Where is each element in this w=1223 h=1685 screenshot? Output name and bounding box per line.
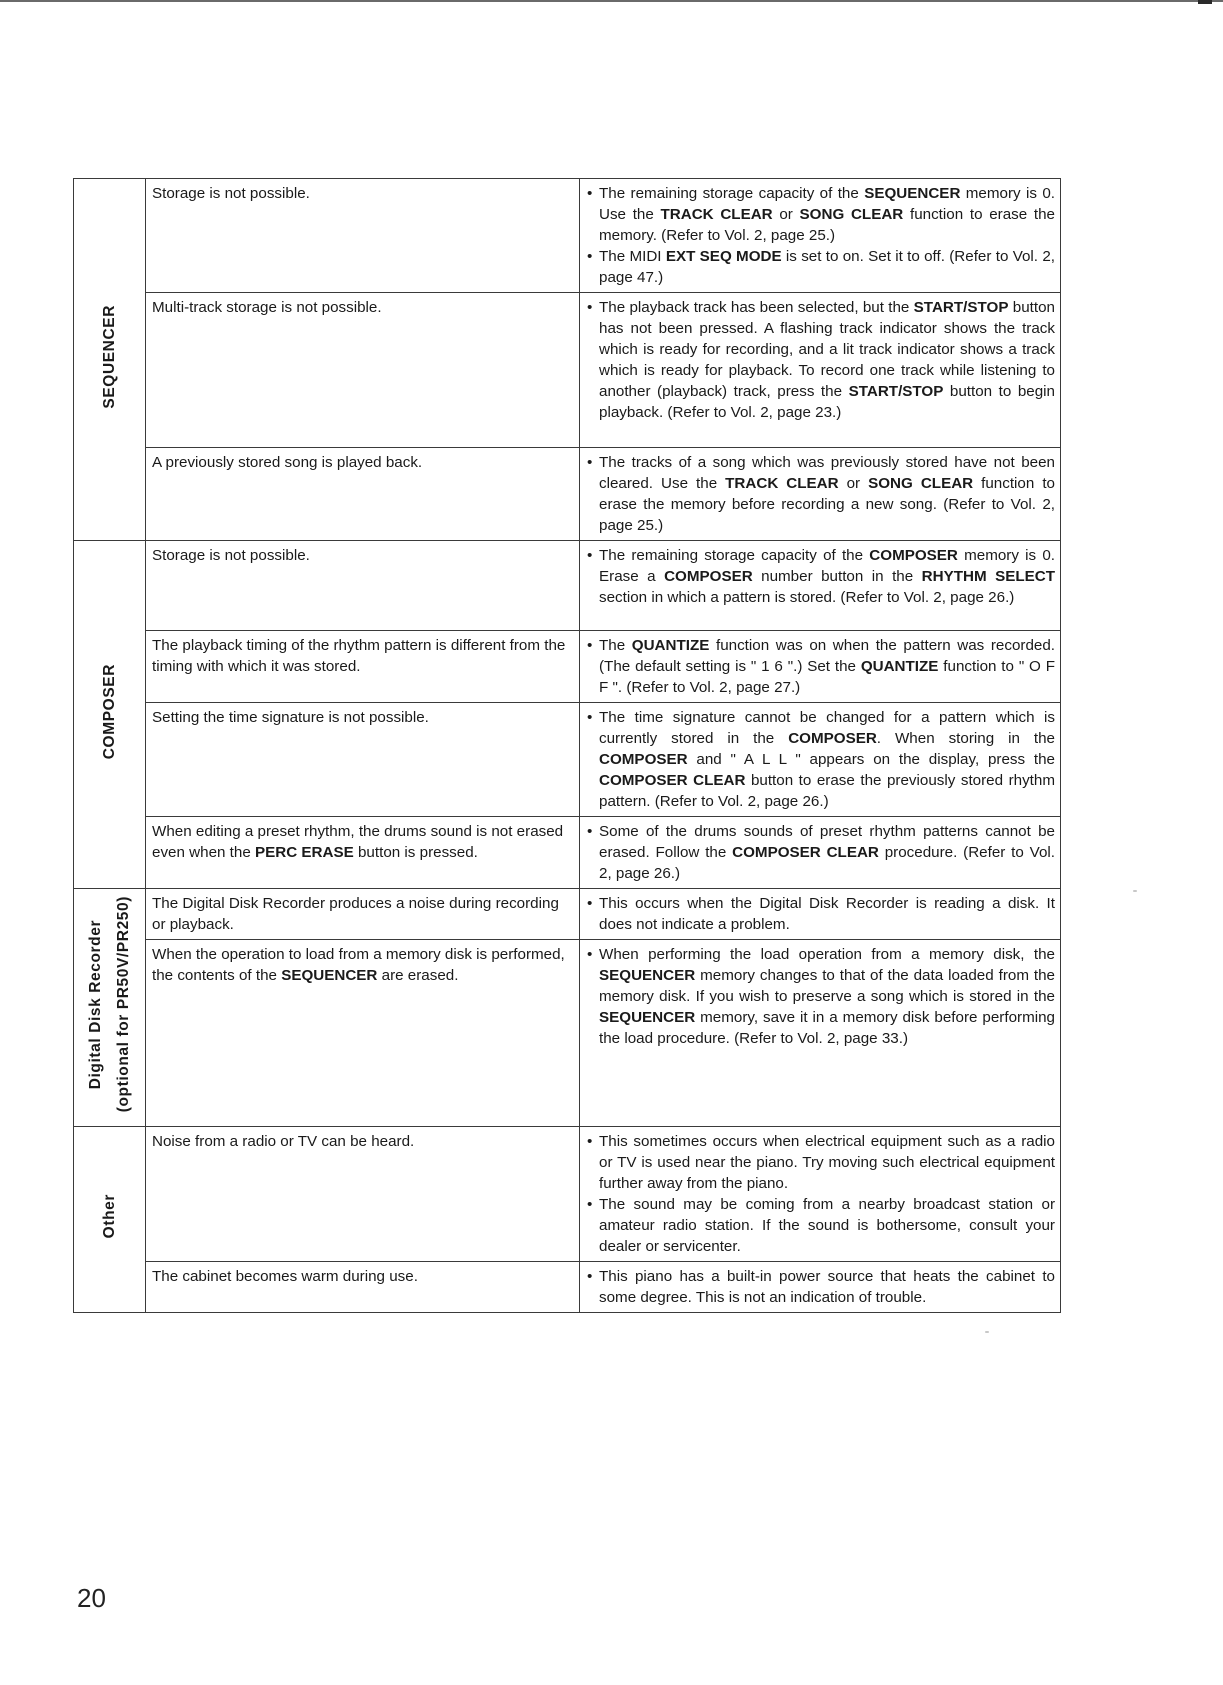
- keyword-term: START/STOP: [913, 299, 1009, 316]
- keyword-term: QUANTIZE: [631, 637, 710, 654]
- remedy-item: • The playback track has been selected, but the START/STOP button has not been pressed. A flashing track indicator shows the track which is ready for recording, and a lit track indicator shows a track which is ready for playback. To record one track while listening to another (playback) track, press the START/STOP button to begin playback. (Refer to Vol. 2, page 23.): [586, 297, 1055, 423]
- keyword-term: QUANTIZE: [860, 658, 939, 675]
- remedy-item: • This sometimes occurs when electrical equipment such as a radio or TV is used near the piano. Try moving such electrical equipment further away from the piano.: [586, 1131, 1055, 1194]
- keyword-term: SEQUENCER: [281, 967, 378, 984]
- table-row: [74, 703, 1061, 817]
- category-label: Other: [100, 1194, 118, 1239]
- remedy-cell: [580, 1262, 1061, 1313]
- category-label-sub: (optional for PR50V/PR250): [114, 896, 132, 1113]
- scan-speck: [1133, 890, 1137, 892]
- table-row: [74, 179, 1061, 293]
- keyword-term: COMPOSER: [599, 751, 688, 768]
- remedy-item: • The sound may be coming from a nearby broadcast station or amateur radio station. If the sound is bothersome, consult your dealer or servicenter.: [586, 1194, 1055, 1257]
- keyword-term: COMPOSER CLEAR: [732, 844, 879, 861]
- problem-cell: The Digital Disk Recorder produces a noise during recording or playback.: [146, 889, 580, 940]
- keyword-term: SEQUENCER: [599, 967, 696, 984]
- keyword-term: EXT SEQ MODE: [665, 248, 782, 265]
- remedy-item: • The MIDI EXT SEQ MODE is set to on. Set it to off. (Refer to Vol. 2, page 47.): [586, 246, 1055, 288]
- category-cell-composer: [74, 541, 146, 889]
- remedy-cell: [580, 889, 1061, 940]
- table-row: [74, 889, 1061, 940]
- remedy-list: [586, 635, 1055, 698]
- remedy-item: • The remaining storage capacity of the SEQUENCER memory is 0. Use the TRACK CLEAR or SONG CLEAR function to erase the memory. (Refer to Vol. 2, page 25.): [586, 183, 1055, 246]
- table-row: [74, 293, 1061, 448]
- table-row: [74, 631, 1061, 703]
- remedy-cell: [580, 817, 1061, 889]
- remedy-list: [586, 1131, 1055, 1257]
- remedy-list: [586, 452, 1055, 536]
- keyword-term: PERC ERASE: [255, 844, 354, 861]
- remedy-cell: [580, 703, 1061, 817]
- remedy-cell: [580, 448, 1061, 541]
- remedy-list: [586, 707, 1055, 812]
- keyword-term: TRACK CLEAR: [660, 206, 773, 223]
- table-row: [74, 1127, 1061, 1262]
- remedy-cell: [580, 179, 1061, 293]
- remedy-cell: [580, 541, 1061, 631]
- category-cell-other: [74, 1127, 146, 1313]
- keyword-term: SONG CLEAR: [799, 206, 904, 223]
- keyword-term: COMPOSER: [788, 730, 877, 747]
- remedy-list: [586, 944, 1055, 1049]
- page-number: 20: [77, 1583, 106, 1613]
- category-label: COMPOSER: [100, 663, 118, 760]
- page-top-rule: [0, 0, 1223, 2]
- keyword-term: SONG CLEAR: [868, 475, 974, 492]
- keyword-term: START/STOP: [848, 383, 944, 400]
- category-cell-digital-disk-recorder: [74, 889, 146, 1127]
- remedy-item: • The remaining storage capacity of the COMPOSER memory is 0. Erase a COMPOSER number button in the RHYTHM SELECT section in which a pattern is stored. (Refer to Vol. 2, page 26.): [586, 545, 1055, 608]
- remedy-cell: [580, 293, 1061, 448]
- problem-cell: When editing a preset rhythm, the drums sound is not erased even when the PERC ERASE button is pressed.: [146, 817, 580, 889]
- remedy-cell: [580, 1127, 1061, 1262]
- table-row: [74, 940, 1061, 1127]
- keyword-term: COMPOSER: [664, 568, 753, 585]
- problem-cell: Setting the time signature is not possible.: [146, 703, 580, 817]
- remedy-item: • The QUANTIZE function was on when the pattern was recorded. (The default setting is " 1 6 ".) Set the QUANTIZE function to " O F F ". (Refer to Vol. 2, page 27.): [586, 635, 1055, 698]
- remedy-item: • The time signature cannot be changed for a pattern which is currently stored in the COMPOSER. When storing in the COMPOSER and " A L L " appears on the display, press the COMPOSER CLEAR button to erase the previously stored rhythm pattern. (Refer to Vol. 2, page 26.): [586, 707, 1055, 812]
- remedy-item: • Some of the drums sounds of preset rhythm patterns cannot be erased. Follow the COMPOSER CLEAR procedure. (Refer to Vol. 2, page 26.): [586, 821, 1055, 884]
- category-label-main: Digital Disk Recorder: [86, 919, 104, 1090]
- remedy-list: [586, 893, 1055, 935]
- remedy-item: • When performing the load operation from a memory disk, the SEQUENCER memory changes to that of the data loaded from the memory disk. If you wish to preserve a song which is stored in the SEQUENCER memory, save it in a memory disk before performing the load procedure. (Refer to Vol. 2, page 33.): [586, 944, 1055, 1049]
- problem-cell: Multi-track storage is not possible.: [146, 293, 580, 448]
- remedy-list: [586, 183, 1055, 288]
- remedy-item: • The tracks of a song which was previously stored have not been cleared. Use the TRACK CLEAR or SONG CLEAR function to erase the memory before recording a new song. (Refer to Vol. 2, page 25.): [586, 452, 1055, 536]
- remedy-cell: [580, 631, 1061, 703]
- category-label: [82, 896, 138, 1112]
- remedy-item: • This occurs when the Digital Disk Recorder is reading a disk. It does not indicate a problem.: [586, 893, 1055, 935]
- keyword-term: RHYTHM SELECT: [921, 568, 1055, 585]
- category-cell-sequencer: [74, 179, 146, 541]
- keyword-term: COMPOSER CLEAR: [599, 772, 746, 789]
- remedy-list: [586, 821, 1055, 884]
- page-corner-mark: [1198, 0, 1212, 4]
- scan-speck: [985, 1331, 989, 1333]
- remedy-list: [586, 1266, 1055, 1308]
- keyword-term: SEQUENCER: [864, 185, 961, 202]
- problem-cell: Storage is not possible.: [146, 179, 580, 293]
- problem-cell: The playback timing of the rhythm pattern is different from the timing with which it was stored.: [146, 631, 580, 703]
- problem-cell: The cabinet becomes warm during use.: [146, 1262, 580, 1313]
- table-row: [74, 817, 1061, 889]
- problem-cell: A previously stored song is played back.: [146, 448, 580, 541]
- keyword-term: SEQUENCER: [599, 1009, 696, 1026]
- table-row: [74, 541, 1061, 631]
- keyword-term: TRACK CLEAR: [725, 475, 839, 492]
- remedy-list: [586, 545, 1055, 608]
- table-row: [74, 448, 1061, 541]
- problem-cell: Storage is not possible.: [146, 541, 580, 631]
- table-row: [74, 1262, 1061, 1313]
- problem-cell: Noise from a radio or TV can be heard.: [146, 1127, 580, 1262]
- category-label: SEQUENCER: [100, 304, 118, 409]
- remedy-cell: [580, 940, 1061, 1127]
- keyword-term: COMPOSER: [869, 547, 958, 564]
- problem-cell: When the operation to load from a memory disk is performed, the contents of the SEQUENCER are erased.: [146, 940, 580, 1127]
- remedy-item: • This piano has a built-in power source that heats the cabinet to some degree. This is not an indication of trouble.: [586, 1266, 1055, 1308]
- remedy-list: [586, 297, 1055, 423]
- troubleshooting-table: [73, 178, 1061, 1313]
